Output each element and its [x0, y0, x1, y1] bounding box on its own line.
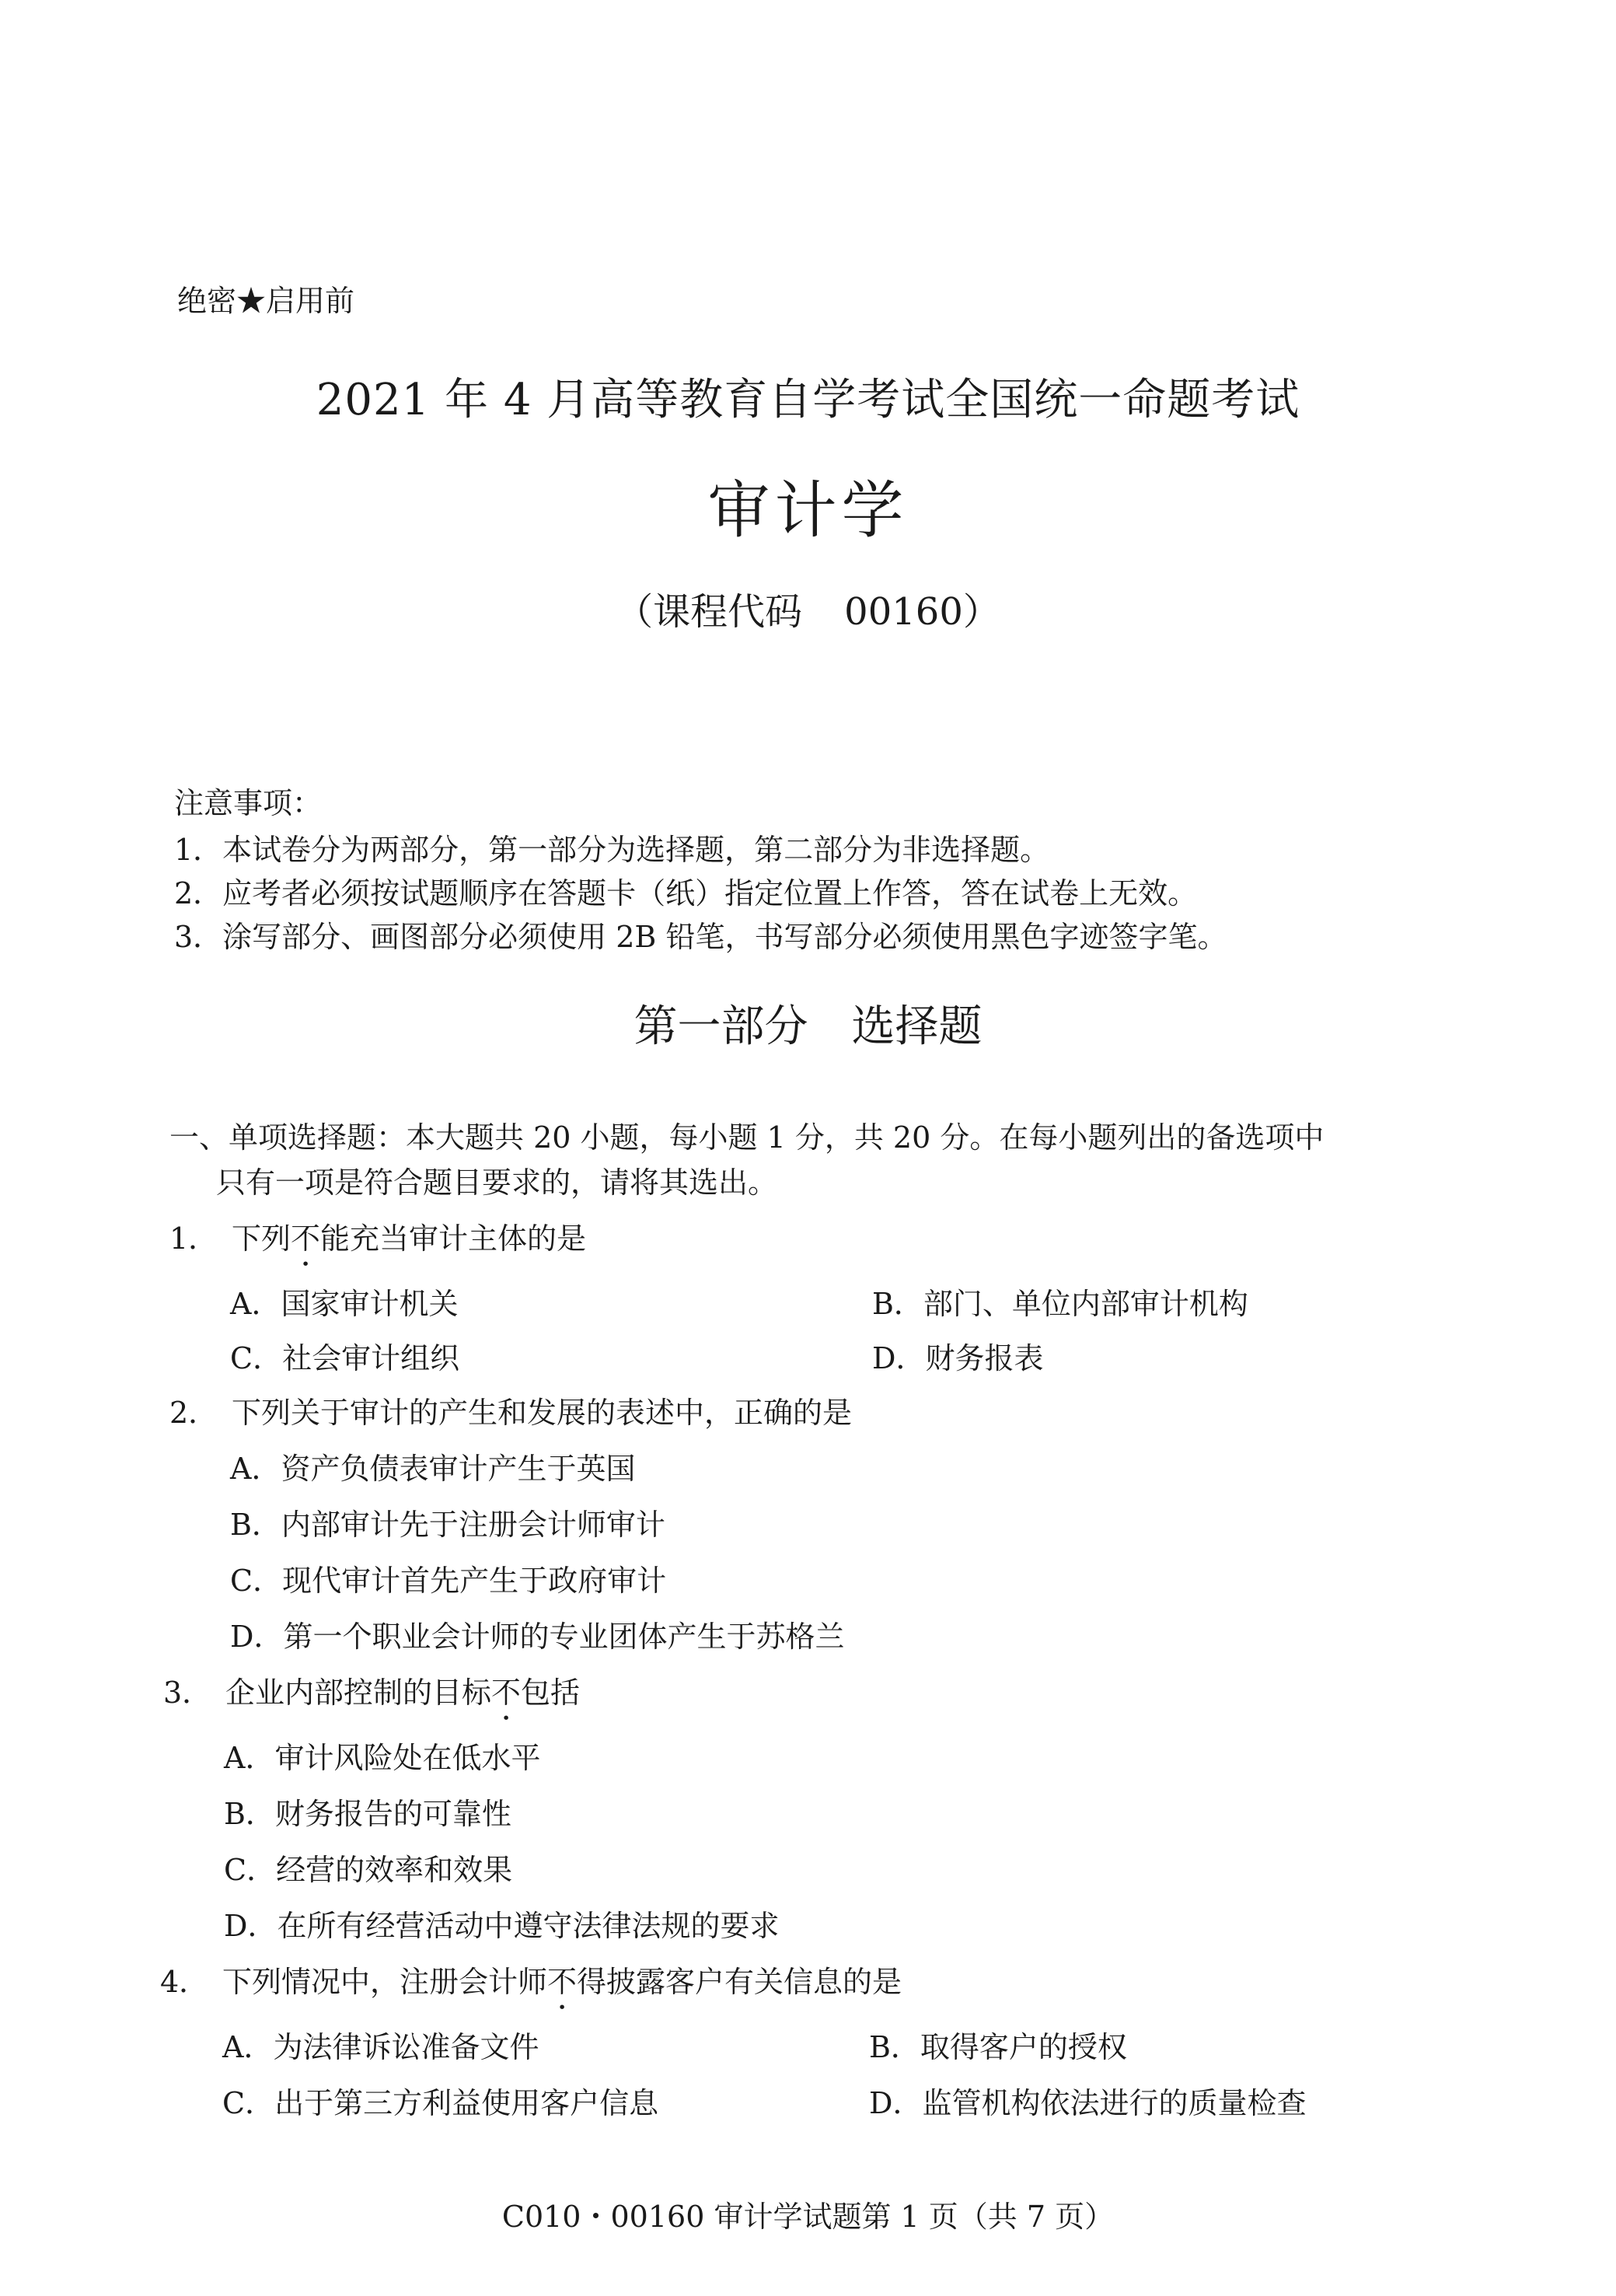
page-footer: C010・00160 审计学试题第 1 页（共 7 页）	[501, 2200, 1115, 2234]
question-1-stem: 1． 下列不能充当审计主体的是	[169, 1214, 586, 1273]
section-instruction-cont: 只有一项是符合题目要求的，请将其选出。	[216, 1165, 778, 1200]
course-code	[0, 582, 1616, 635]
question-2-option-b: B．内部审计先于注册会计师审计	[230, 1508, 665, 1542]
note-item: 2．应考者必须按试题顺序在答题卡（纸）指定位置上作答，答在试卷上无效。	[174, 876, 1198, 910]
question-1-option-d: D．财务报表	[872, 1341, 1044, 1375]
question-2-option-d: D．第一个职业会计师的专业团体产生于苏格兰	[230, 1620, 845, 1654]
question-3-option-c: C．经营的效率和效果	[224, 1853, 513, 1887]
note-item: 3．涂写部分、画图部分必须使用 2B 铅笔，书写部分必须使用黑色字迹签字笔。	[174, 920, 1227, 954]
question-number: 4．	[160, 1965, 209, 1999]
part-one-label: 第一部分	[633, 1001, 808, 1052]
notes-heading: 注意事项：	[174, 786, 323, 820]
course-code-value: 00160）	[844, 590, 1000, 634]
question-3-option-d: D．在所有经营活动中遵守法律法规的要求	[224, 1909, 780, 1943]
note-item: 1．本试卷分为两部分，第一部分为选择题，第二部分为非选择题。	[174, 833, 1050, 867]
question-4-option-c: C．出于第三方利益使用客户信息	[222, 2086, 659, 2120]
subject-title: 审计学	[707, 474, 909, 547]
question-2-stem: 2． 下列关于审计的产生和发展的表述中，正确的是	[169, 1389, 852, 1431]
question-2-option-c: C．现代审计首先产生于政府审计	[230, 1564, 667, 1598]
part-one-type: 选择题	[851, 1001, 983, 1052]
question-number: 1．	[169, 1221, 218, 1256]
question-4-stem: 4． 下列情况中，注册会计师不得披露客户有关信息的是	[160, 1958, 902, 2016]
question-3-option-a: A．审计风险处在低水平	[224, 1741, 541, 1775]
exam-title: 2021 年 4 月高等教育自学考试全国统一命题考试	[316, 375, 1300, 425]
question-number: 2．	[169, 1396, 218, 1430]
course-code-label: （课程代码	[616, 590, 803, 634]
section-instruction: 一、单项选择题：本大题共 20 小题，每小题 1 分，共 20 分。在每小题列出的备选项中	[169, 1120, 1325, 1155]
question-1-option-c: C．社会审计组织	[230, 1341, 460, 1375]
confidential-mark: 绝密★启用前	[177, 284, 355, 318]
question-3-option-b: B．财务报告的可靠性	[224, 1797, 511, 1831]
question-2-option-a: A．资产负债表审计产生于英国	[230, 1452, 636, 1486]
question-4-option-b: B．取得客户的授权	[869, 2030, 1127, 2064]
question-1-option-b: B．部门、单位内部审计机构	[872, 1287, 1248, 1321]
part-one-title	[0, 992, 1616, 1054]
question-1-option-a: A．国家审计机关	[230, 1287, 459, 1321]
question-4-option-d: D．监管机构依法进行的质量检查	[869, 2086, 1307, 2120]
question-3-stem: 3． 企业内部控制的目标不包括	[163, 1669, 580, 1727]
question-4-option-a: A．为法律诉讼准备文件	[222, 2030, 539, 2064]
question-number: 3．	[163, 1676, 212, 1710]
